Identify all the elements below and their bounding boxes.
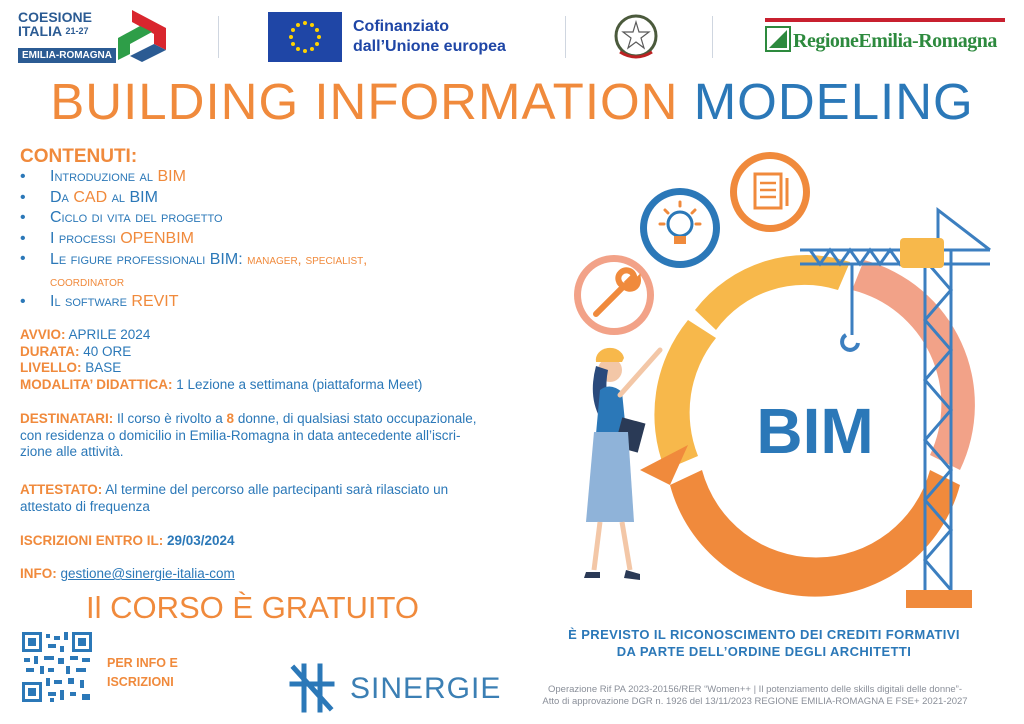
list-item-continuation: coordinator xyxy=(50,272,125,289)
crane-cabin xyxy=(900,238,944,268)
woman-figure xyxy=(584,348,660,580)
regione-red-bar xyxy=(765,18,1005,22)
qr-code[interactable] xyxy=(20,630,94,704)
avvio: AVVIO: APRILE 2024 xyxy=(20,327,151,342)
corso-gratuito-banner: Il CORSO È GRATUITO xyxy=(86,590,419,625)
sinergie-brand: SINERGIE xyxy=(350,672,502,705)
eu-cofinanziato-text: Cofinanziato dall’Unione europea xyxy=(353,18,506,55)
topics-list xyxy=(20,167,500,313)
durata: DURATA: 40 ORE xyxy=(20,343,132,359)
list-item: • I processi OPENBIM xyxy=(20,229,194,247)
document-icon xyxy=(730,152,810,232)
list-item: • Il software REVIT xyxy=(20,293,179,310)
page-title xyxy=(0,72,1024,132)
contenuti-heading: CONTENUTI: xyxy=(20,146,138,167)
attestato: ATTESTATO: Al termine del percorso alle partecipanti sarà rilasciato un attestato di frequenza xyxy=(20,482,449,514)
header-divider xyxy=(218,16,219,58)
crediti-formativi-note: È PREVISTO IL RICONOSCIMENTO DEI CREDITI FORMATIVI DA PARTE DELL’ORDINE DEGLI ARCHITETTI xyxy=(568,627,960,659)
italian-republic-emblem-icon xyxy=(612,12,660,64)
coesione-arrow-icon xyxy=(118,10,168,62)
info-email-link[interactable]: gestione@sinergie-italia-com xyxy=(60,566,235,581)
eu-flag-icon xyxy=(268,12,342,62)
course-details xyxy=(20,327,422,393)
list-item: • Introduzione al BIM xyxy=(20,168,186,185)
title-part2: MODELING xyxy=(693,73,974,130)
title-part1: BUILDING INFORMATION xyxy=(50,73,679,130)
coesione-region: EMILIA-ROMAGNA xyxy=(18,48,116,63)
list-item: • Le figure professionali BIM: manager, specialist, xyxy=(20,250,368,268)
bim-center-text: BIM xyxy=(756,395,874,467)
crane-hook-icon xyxy=(842,335,858,350)
coesione-italia-logo xyxy=(18,10,168,64)
sinergie-logo-icon xyxy=(288,662,336,714)
list-item: • Ciclo di vita del progetto xyxy=(20,209,223,226)
list-item: • Da CAD al BIM xyxy=(20,188,158,206)
livello: LIVELLO: BASE xyxy=(20,360,122,375)
modalita: MODALITA’ DIDATTICA: 1 Lezione a settimana (piattaforma Meet) xyxy=(20,376,423,392)
regione-emilia-romagna-logo xyxy=(765,18,1005,58)
iscrizioni: ISCRIZIONI ENTRO IL: 29/03/2024 xyxy=(20,533,235,548)
info-contact: INFO: gestione@sinergie-italia-com xyxy=(20,566,235,581)
coesione-line1: COESIONE xyxy=(18,9,92,25)
destinatari: DESTINATARI: Il corso è rivolto a 8 donne, di qualsiasi stato occupazionale, con residenza o domicilio in Emilia-Romagna in data antecedente all’iscri- zione alle attività. xyxy=(20,411,477,459)
wrench-icon xyxy=(574,255,654,335)
regione-name: RegioneEmilia-Romagna xyxy=(793,30,997,52)
per-info-label: PER INFO E ISCRIZIONI xyxy=(107,656,178,689)
coesione-years: 21-27 xyxy=(65,26,89,36)
crane-base xyxy=(906,590,972,608)
header-divider xyxy=(712,16,713,58)
regione-mark-icon xyxy=(765,26,791,52)
coesione-line2: ITALIA $^{21-27}$ xyxy=(18,23,89,39)
operazione-footnote: Operazione Rif PA 2023-20156/RER “Women++ | Il potenziamento delle skills digitali delle donne”- Atto di approvazione DGR n. 1926 del 13/11/2023 REGIONE EMILIA-ROMAGNA E FSE+ 2021-2027 xyxy=(542,684,968,707)
cycle-arc-orange xyxy=(670,470,960,597)
lightbulb-icon xyxy=(640,188,720,268)
bim-illustration xyxy=(520,140,1024,620)
header-divider xyxy=(565,16,566,58)
